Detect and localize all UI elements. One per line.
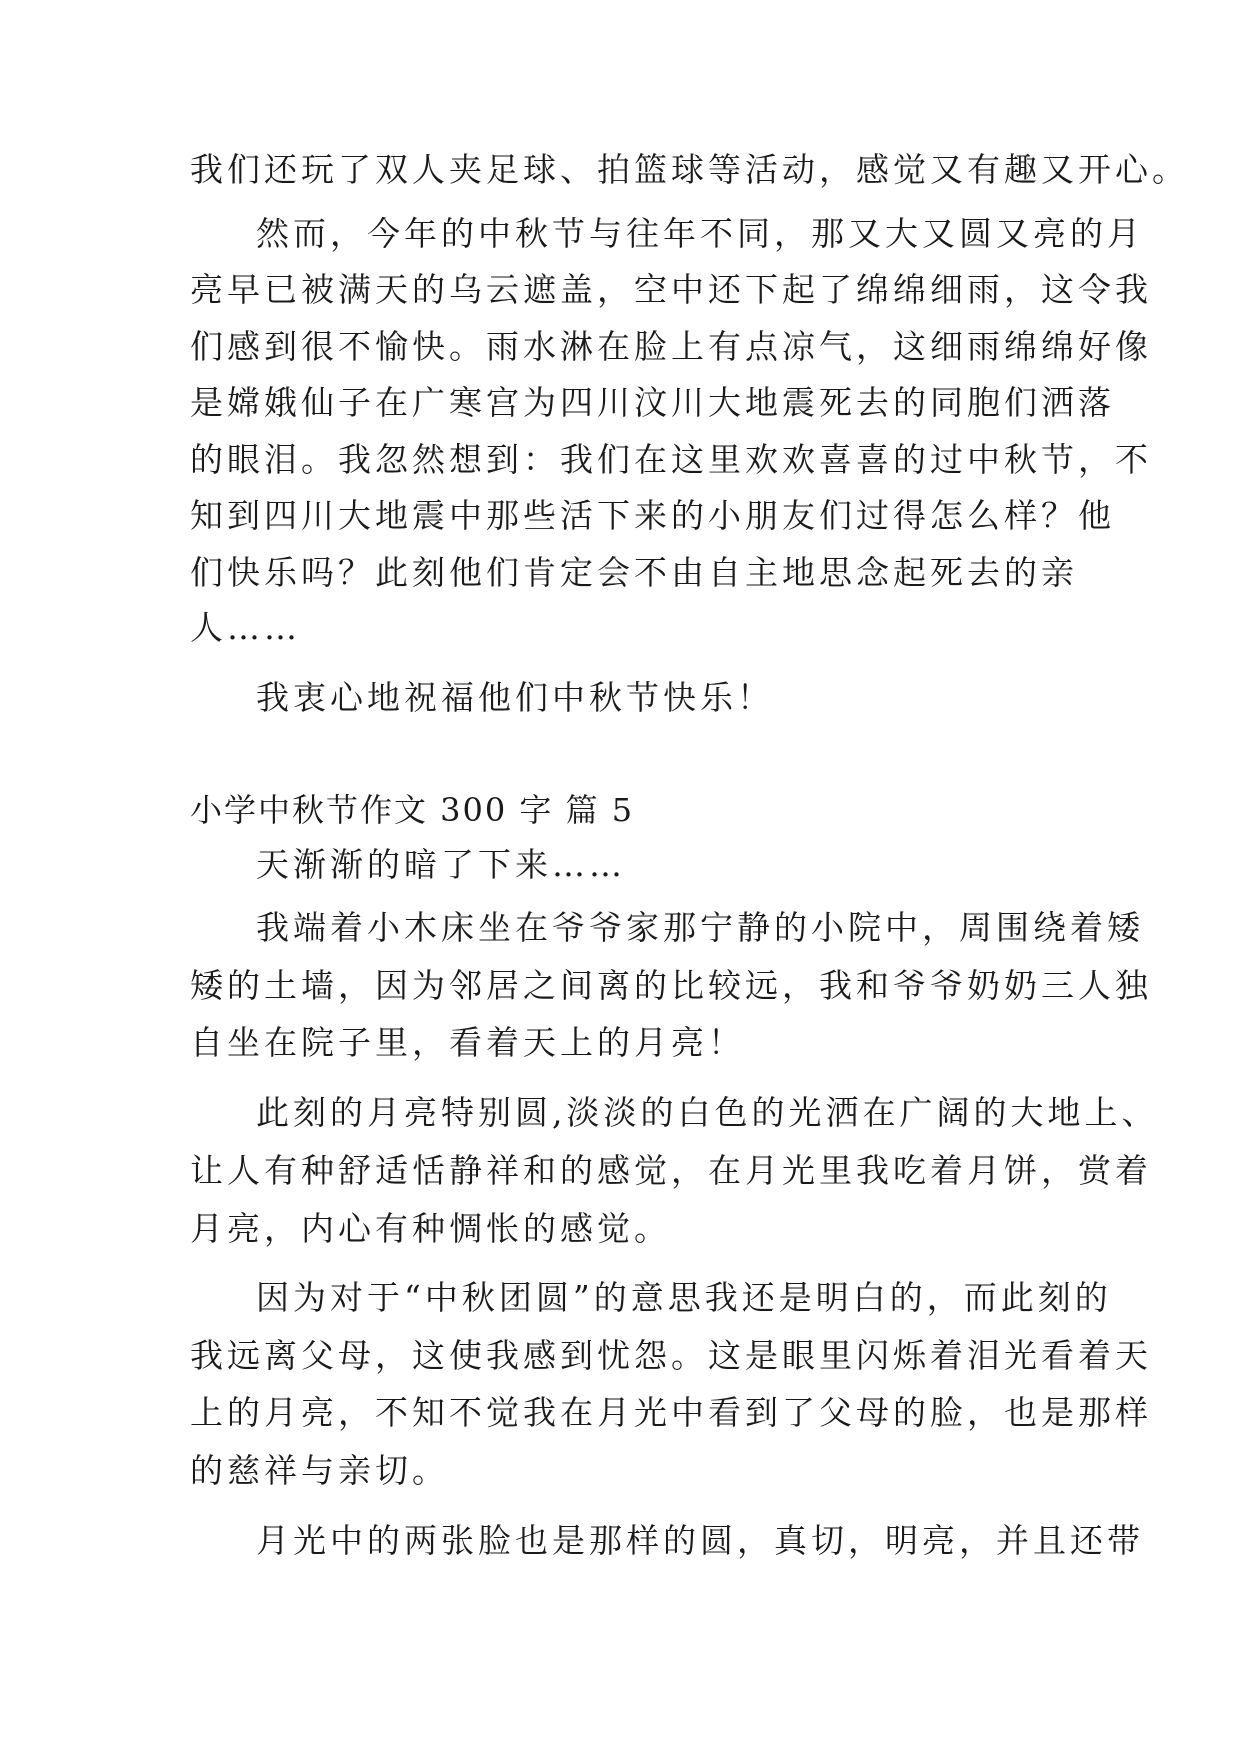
paragraph-start: 我衷心地祝福他们中秋节快乐！: [256, 678, 774, 717]
paragraph-start: 月光中的两张脸也是那样的圆，真切，明亮，并且还带: [256, 1521, 1144, 1560]
section-heading: 小学中秋节作文 300 字 篇 5: [190, 791, 635, 829]
text-line: 们快乐吗？此刻他们肯定会不由自主地思念起死去的亲: [190, 553, 1078, 592]
text-line: 自坐在院子里，看着天上的月亮！: [190, 1023, 745, 1062]
text-line: 的眼泪。我忽然想到：我们在这里欢欢喜喜的过中秋节，不: [190, 440, 1152, 479]
text-line: 我们还玩了双人夹足球、拍篮球等活动，感觉又有趣又开心。: [190, 150, 1189, 189]
text-line: 月亮，内心有种惆怅的感觉。: [190, 1209, 671, 1248]
paragraph-start: 此刻的月亮特别圆,淡淡的白色的光洒在广阔的大地上、: [256, 1093, 1159, 1132]
text-line: 人……: [190, 608, 301, 647]
text-line: 亮早已被满天的乌云遮盖，空中还下起了绵绵细雨，这令我: [190, 270, 1152, 309]
text-line: 上的月亮，不知不觉我在月光中看到了父母的脸，也是那样: [190, 1393, 1152, 1432]
text-line: 们感到很不愉快。雨水淋在脸上有点凉气，这细雨绵绵好像: [190, 327, 1152, 366]
paragraph-start: 我端着小木床坐在爷爷家那宁静的小院中，周围绕着矮: [256, 908, 1144, 947]
text-line: 矮的土墙，因为邻居之间离的比较远，我和爷爷奶奶三人独: [190, 966, 1152, 1005]
text-line: 知到四川大地震中那些活下来的小朋友们过得怎么样？他: [190, 496, 1115, 535]
paragraph-start: 因为对于“中秋团圆”的意思我还是明白的，而此刻的: [256, 1278, 1112, 1317]
text-line: 我远离父母，这使我感到忧怨。这是眼里闪烁着泪光看着天: [190, 1336, 1152, 1375]
text-line: 的慈祥与亲切。: [190, 1451, 449, 1490]
paragraph-start: 然而，今年的中秋节与往年不同，那又大又圆又亮的月: [256, 214, 1144, 253]
text-line: 是嫦娥仙子在广寒宫为四川汶川大地震死去的同胞们洒落: [190, 383, 1115, 422]
paragraph-start: 天渐渐的暗了下来……: [256, 845, 626, 884]
text-line: 让人有种舒适恬静祥和的感觉，在月光里我吃着月饼，赏着: [190, 1151, 1152, 1190]
